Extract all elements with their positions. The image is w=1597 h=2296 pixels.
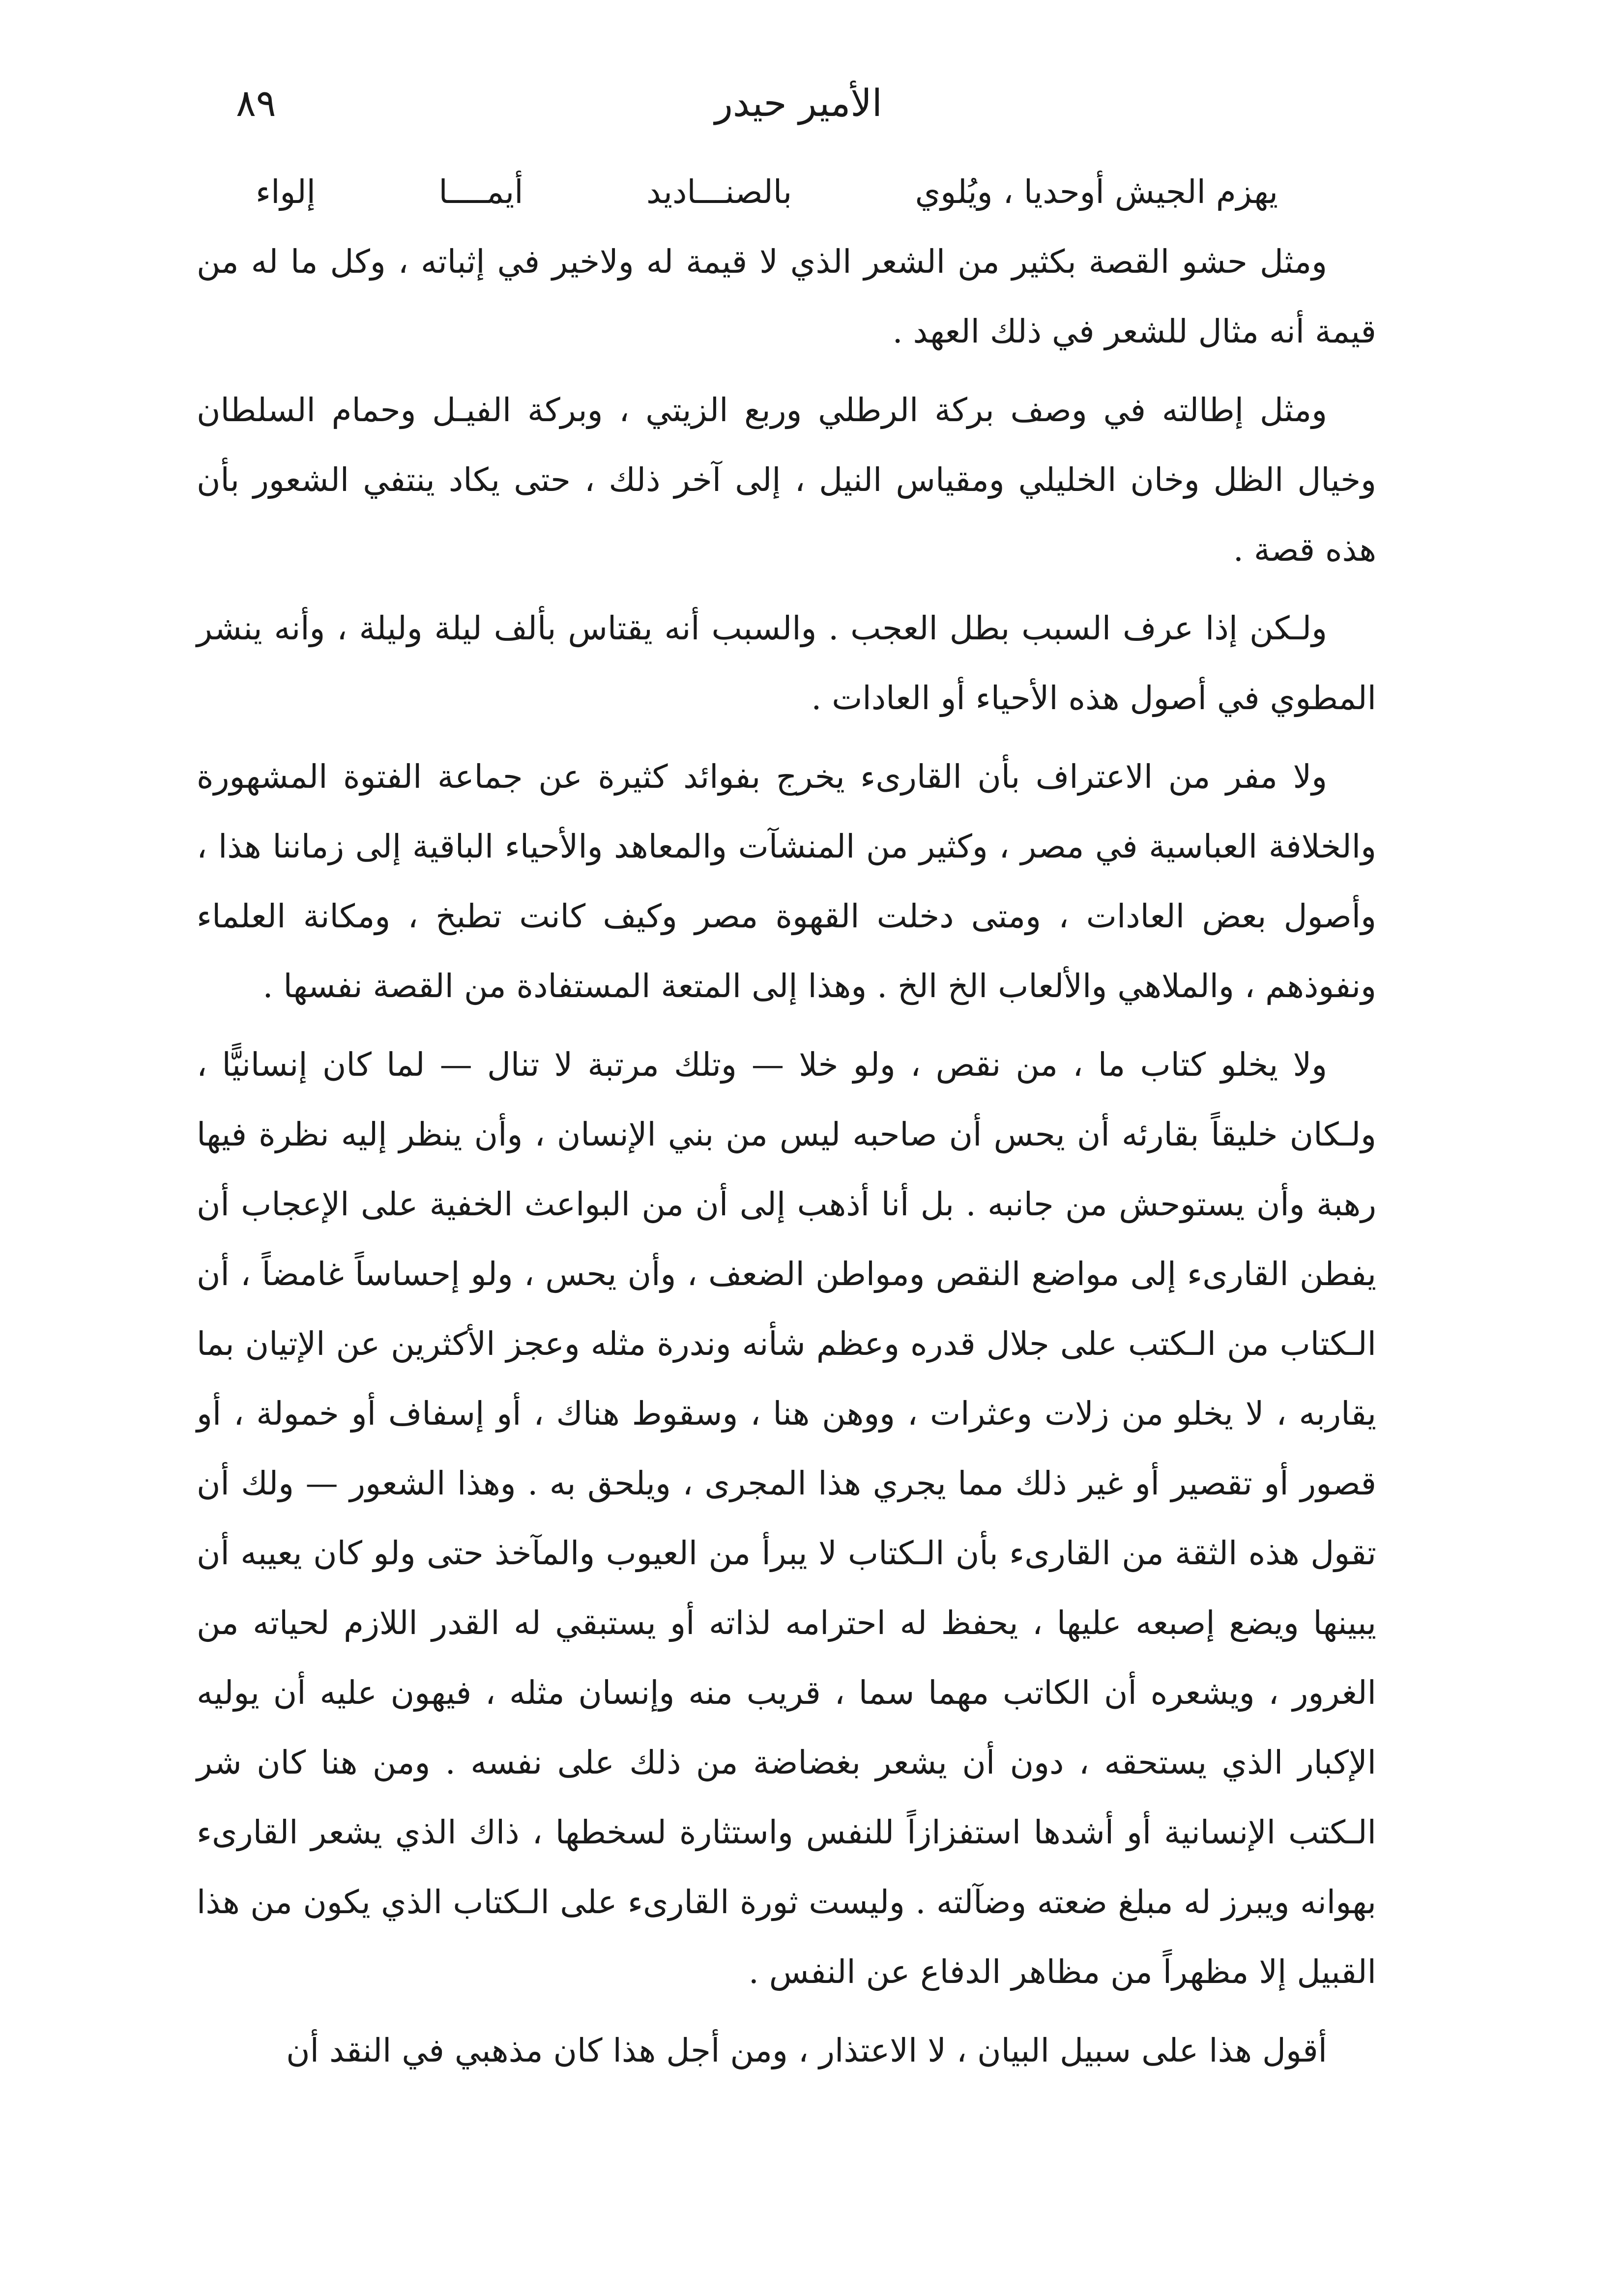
paragraph: ومثل إطالته في وصف بركة الرطلي وربع الزيتي ، وبركة الفيـل وحمام السلطان وخيال الظل وخان الخليلي ومقياس النيل ، إلى آخر ذلك ، حتى يكاد ينتفي الشعور بأن هذه قصة . xyxy=(197,391,1376,569)
verse-word-2: بالصنـــاديد xyxy=(646,173,792,211)
paragraph: أقول هذا على سبيل البيان ، لا الاعتذار ، ومن أجل هذا كان مذهبي في النقد أن xyxy=(286,2032,1327,2069)
verse-line xyxy=(197,157,1376,227)
paragraph: ومثل حشو القصة بكثير من الشعر الذي لا قيمة له ولاخير في إثباته ، وكل ما له من قيمة أنه مثال للشعر في ذلك العهد . xyxy=(197,243,1376,350)
page-number: ٨٩ xyxy=(236,81,276,125)
paragraph: ولا مفر من الاعتراف بأن القارىء يخرج بفوائد كثيرة عن جماعة الفتوة المشهورة والخلافة العباسية في مصر ، وكثير من المنشآت والمعاهد والأحياء الباقية إلى زماننا هذا ، وأصول بعض العادات ، ومتى دخلت القهوة مصر وكيف كانت تطبخ ، ومكانة العلماء ونفوذهم ، والملاهي والألعاب الخ الخ . وهذا إلى المتعة المستفادة من القصة نفسها . xyxy=(197,758,1376,1005)
page-header xyxy=(206,74,1391,138)
verse-word-3: أيمــــا xyxy=(438,173,523,211)
body-text xyxy=(197,157,1376,2086)
running-title: الأمير حيدر xyxy=(715,81,882,125)
verse-hemistich-1: يهزم الجيش أوحديا ، ويُلوي xyxy=(915,173,1278,211)
paragraph: ولـكن إذا عرف السبب بطل العجب . والسبب أنه يقتاس بألف ليلة وليلة ، وأنه ينشر المطوي في أصول هذه الأحياء أو العادات . xyxy=(197,609,1376,717)
verse-word-4: إلواء xyxy=(256,173,316,211)
paragraph: ولا يخلو كتاب ما ، من نقص ، ولو خلا — وتلك مرتبة لا تنال — لما كان إنسانيًّا ، ولـكان خليقاً بقارئه أن يحس أن صاحبه ليس من بني الإنسان ، وأن ينظر إليه نظرة فيها رهبة وأن يستوحش من جانبه . بل أنا أذهب إلى أن من البواعث الخفية على الإعجاب أن يفطن القارىء إلى مواضع النقص ومواطن الضعف ، وأن يحس ، ولو إحساساً غامضاً ، أن الـكتاب من الـكتب على جلال قدره وعظم شأنه وندرة مثله وعجز الأكثرين عن الإتيان بما يقاربه ، لا يخلو من زلات وعثرات ، ووهن هنا ، وسقوط هناك ، أو إسفاف أو خمولة ، أو قصور أو تقصير أو غير ذلك مما يجري هذا المجرى ، ويلحق به . وهذا الشعور — ولك أن تقول هذه الثقة من القارىء بأن الـكتاب لا يبرأ من العيوب والمآخذ حتى ولو كان يعيبه أن يبينها ويضع إصبعه عليها ، يحفظ له احترامه لذاته أو يستبقي له القدر اللازم لحياته من الغرور ، ويشعره أن الكاتب مهما سما ، قريب منه وإنسان مثله ، فيهون عليه أن يوليه الإكبار الذي يستحقه ، دون أن يشعر بغضاضة من ذلك على نفسه . ومن هنا كان شر الـكتب الإنسانية أو أشدها استفزازاً للنفس واستثارة لسخطها ، ذاك الذي يشعر القارىء بهوانه ويبرز له مبلغ ضعته وضآلته . وليست ثورة القارىء على الـكتاب الذي يكون من هذا القبيل إلا مظهراً من مظاهر الدفاع عن النفس . xyxy=(197,1046,1377,1991)
